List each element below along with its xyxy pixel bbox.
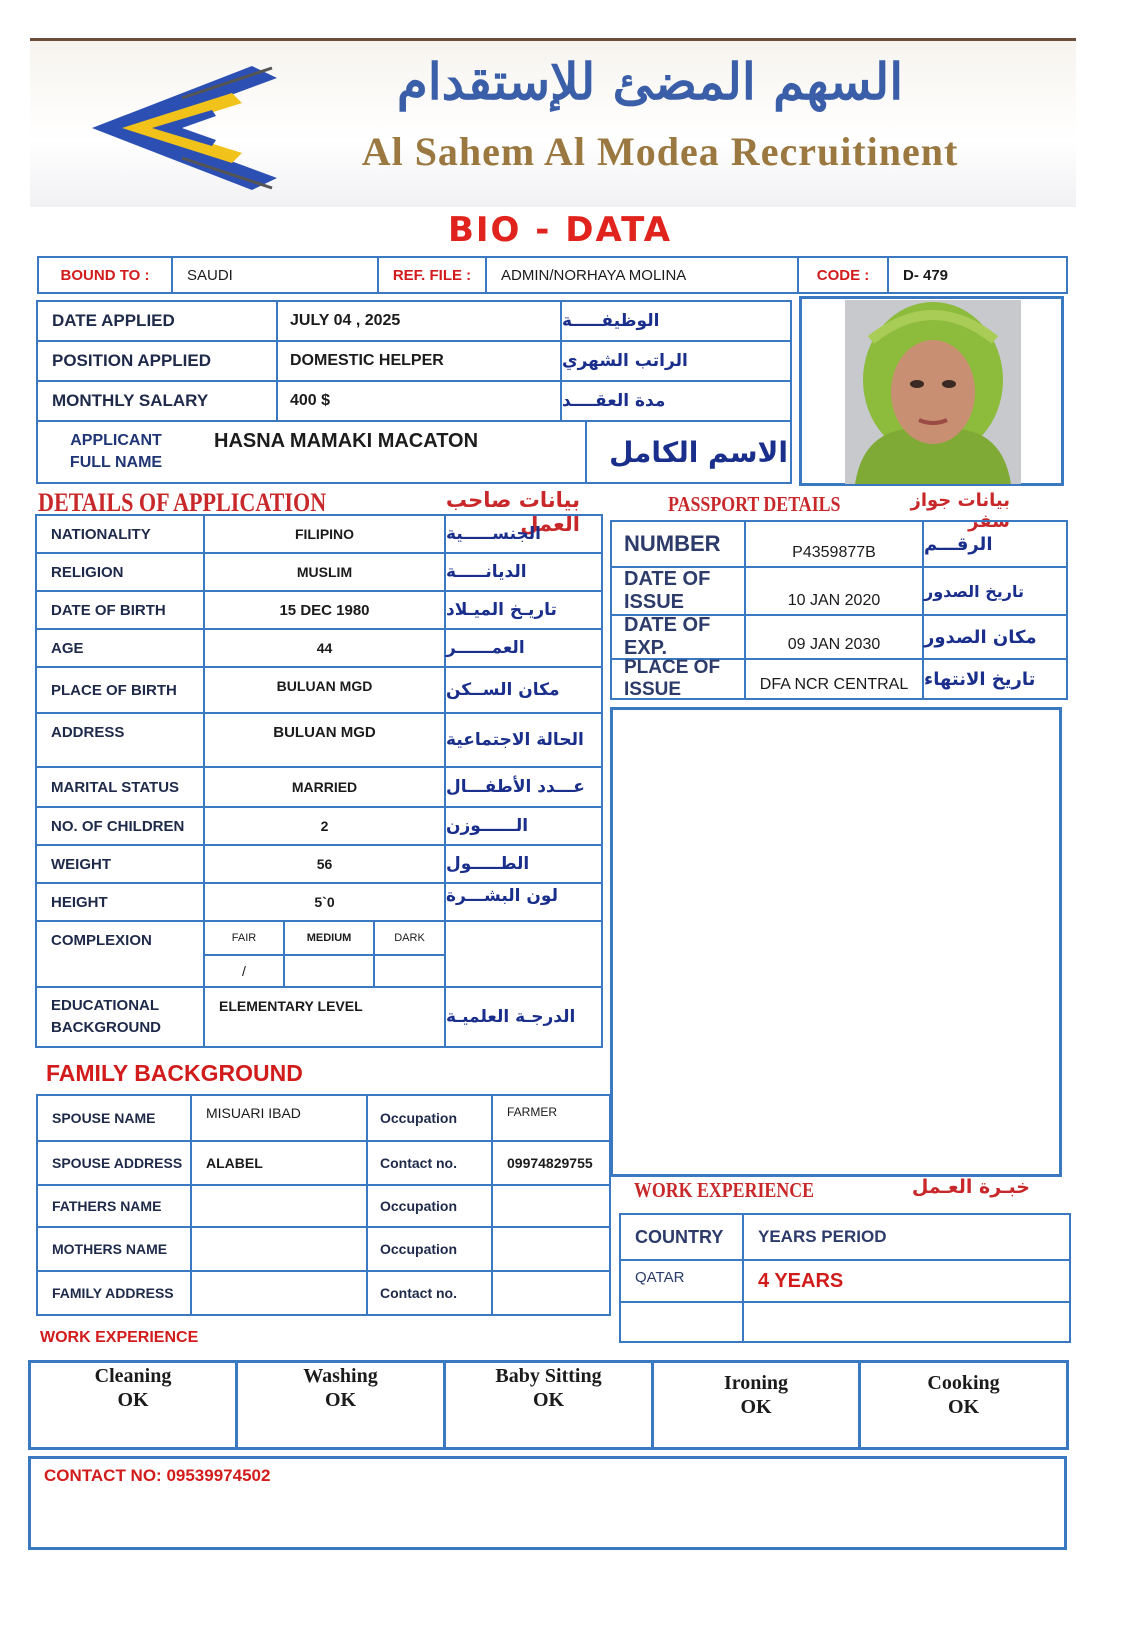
passport-number-label: NUMBER (610, 520, 746, 568)
spouse-contact-label: Contact no. (366, 1140, 493, 1186)
spouse-name-value: MISUARI IBAD (190, 1094, 368, 1142)
passport-issue-date-value: 10 JAN 2020 (744, 566, 924, 616)
passport-expiry-arabic: مكان الصدور (922, 614, 1068, 660)
monthly-salary-value: 400 $ (276, 380, 562, 422)
country-header: COUNTRY (619, 1213, 744, 1261)
passport-number-arabic: الرقـــم (922, 520, 1068, 568)
education-arabic: الدرجـة العلميـة (444, 986, 603, 1048)
position-applied-value: DOMESTIC HELPER (276, 340, 562, 382)
code-value: D- 479 (887, 256, 1068, 294)
weight-value: 56 (203, 844, 446, 884)
children-label: NO. OF CHILDREN (35, 806, 205, 846)
passport-place-value: DFA NCR CENTRAL (744, 658, 924, 700)
work-experience-title-arabic: خبـرة العـمل (911, 1176, 1030, 1198)
work-experience-title: WORK EXPERIENCE (634, 1178, 815, 1202)
marital-status-arabic: عـــدد الأطفـــال (444, 766, 603, 808)
place-of-birth-value: BULUAN MGD (203, 666, 446, 714)
details-title-arabic: بيانات صاحب العمل (445, 488, 580, 536)
height-label: HEIGHT (35, 882, 205, 922)
document-title: BIO - DATA (447, 210, 673, 250)
passport-place-arabic: تاريخ الانتهاء (922, 658, 1068, 700)
nationality-label: NATIONALITY (35, 514, 205, 554)
place-of-birth-arabic: مكان الســكن (444, 666, 603, 714)
marital-status-label: MARITAL STATUS (35, 766, 205, 808)
fullname-arabic: الاسم الكامل (609, 436, 788, 469)
family-address-value (190, 1270, 368, 1316)
family-title: FAMILY BACKGROUND (46, 1060, 303, 1086)
passport-expiry-value: 09 JAN 2030 (744, 614, 924, 660)
skill-baby-sitting-name: Baby Sitting (495, 1365, 602, 1387)
skill-washing-name: Washing (303, 1365, 378, 1387)
spouse-name-label: SPOUSE NAME (36, 1094, 192, 1142)
age-arabic: العمــــــر (444, 628, 603, 668)
family-address-label: FAMILY ADDRESS (36, 1270, 192, 1316)
skill-baby-sitting-status: OK (532, 1389, 565, 1411)
fullname-value: HASNA MAMAKI MACATON (214, 430, 479, 452)
marital-status-value: MARRIED (203, 766, 446, 808)
skills-title: WORK EXPERIENCE (40, 1329, 199, 1346)
company-name-arabic: السهم المضئ للإستقدام (396, 52, 904, 111)
skill-cooking-status: OK (947, 1396, 980, 1418)
complexion-fair: FAIR (203, 920, 285, 956)
fullname-divider (585, 420, 587, 484)
applicant-photo (845, 300, 1021, 484)
nationality-value: FILIPINO (203, 514, 446, 554)
skill-baby-sitting (446, 1364, 651, 1412)
ref-file-label: REF. FILE : (377, 256, 487, 294)
address-arabic: الحالة الاجتماعية (444, 712, 603, 768)
passport-title-arabic: بيانات جواز سفر (910, 490, 1010, 532)
family-contact-label: Contact no. (366, 1270, 493, 1316)
full-body-photo-frame (610, 707, 1062, 1177)
skill-cooking (861, 1371, 1066, 1419)
monthly-salary-arabic: مدة العقــــد (560, 380, 792, 422)
spouse-contact-value: 09974829755 (491, 1140, 611, 1186)
fathers-occupation-value (491, 1184, 611, 1228)
fathers-name-label: FATHERS NAME (36, 1184, 192, 1228)
complexion-label: COMPLEXION (35, 920, 205, 988)
age-value: 44 (203, 628, 446, 668)
details-title: DETAILS OF APPLICATION (38, 488, 327, 517)
complexion-dark-mark (373, 954, 446, 988)
company-name-english: Al Sahem Al Modea Recruitinent (361, 129, 959, 174)
monthly-salary-label: MONTHLY SALARY (36, 380, 278, 422)
age-label: AGE (35, 628, 205, 668)
company-logo-arrow-icon (82, 58, 292, 198)
work-country-empty (619, 1301, 744, 1343)
work-period-empty (742, 1301, 1071, 1343)
passport-issue-date-label: DATE OF ISSUE (610, 566, 746, 616)
mothers-occupation-value (491, 1226, 611, 1272)
position-applied-label: POSITION APPLIED (36, 340, 278, 382)
education-label: EDUCATIONAL BACKGROUND (35, 986, 205, 1048)
bound-to-label: BOUND TO : (37, 256, 173, 294)
date-applied-label: DATE APPLIED (36, 300, 278, 342)
mothers-occupation-label: Occupation (366, 1226, 493, 1272)
passport-expiry-label: DATE OF EXP. (610, 614, 746, 660)
skill-ironing-status: OK (740, 1396, 772, 1418)
work-country-cell: QATAR (619, 1259, 744, 1303)
passport-number-value: P4359877B (744, 520, 924, 568)
skill-cleaning-name: Cleaning (94, 1365, 172, 1387)
spouse-occupation-value: FARMER (491, 1094, 611, 1142)
passport-place-label: PLACE OF ISSUE (610, 658, 746, 700)
skill-washing-status: OK (324, 1389, 357, 1411)
passport-title: PASSPORT DETAILS (668, 492, 841, 516)
skill-cleaning-status: OK (117, 1389, 149, 1411)
spouse-address-label: SPOUSE ADDRESS (36, 1140, 192, 1186)
children-arabic: الــــــوزن (444, 806, 603, 846)
ref-file-value: ADMIN/NORHAYA MOLINA (485, 256, 799, 294)
date-of-birth-value: 15 DEC 1980 (203, 590, 446, 630)
date-of-birth-arabic: تاريـخ الميـلاد (444, 590, 603, 630)
family-contact-value (491, 1270, 611, 1316)
religion-value: MUSLIM (203, 552, 446, 592)
skill-washing (238, 1364, 443, 1412)
date-applied-value: JULY 04 , 2025 (276, 300, 562, 342)
spouse-occupation-label: Occupation (366, 1094, 493, 1142)
complexion-medium: MEDIUM (283, 920, 375, 956)
spouse-address-value: ALABEL (190, 1140, 368, 1186)
position-applied-arabic: الراتب الشهري (560, 340, 792, 382)
complexion-fair-mark: / (203, 954, 285, 988)
place-of-birth-label: PLACE OF BIRTH (35, 666, 205, 714)
passport-issue-date-arabic: تاريخ الصدور (922, 566, 1068, 616)
weight-arabic: الطـــــول (444, 844, 603, 884)
fullname-label: APPLICANT FULL NAME (69, 432, 163, 471)
fathers-occupation-label: Occupation (366, 1184, 493, 1228)
skill-cooking-name: Cooking (927, 1372, 1000, 1394)
skill-cleaning (31, 1364, 235, 1412)
religion-label: RELIGION (35, 552, 205, 592)
complexion-arabic-cell (444, 920, 603, 988)
years-period-header: YEARS PERIOD (742, 1213, 1071, 1261)
fathers-name-value (190, 1184, 368, 1228)
date-applied-arabic: الوظيفـــــة (560, 300, 792, 342)
mothers-name-value (190, 1226, 368, 1272)
nationality-arabic: الجنســـــية (444, 514, 603, 554)
address-label: ADDRESS (35, 712, 205, 768)
skill-ironing-name: Ironing (723, 1372, 789, 1394)
height-value: 5`0 (203, 882, 446, 922)
complexion-medium-mark (283, 954, 375, 988)
children-value: 2 (203, 806, 446, 846)
code-label: CODE : (797, 256, 889, 294)
skill-ironing (654, 1371, 858, 1419)
contact-number: CONTACT NO: 09539974502 (44, 1466, 271, 1485)
work-period-cell: 4 YEARS (742, 1259, 1071, 1303)
height-arabic: لون البشـــرة (444, 882, 603, 922)
religion-arabic: الديانـــــة (444, 552, 603, 592)
address-value: BULUAN MGD (203, 712, 446, 768)
bound-to-value: SAUDI (171, 256, 379, 294)
mothers-name-label: MOTHERS NAME (36, 1226, 192, 1272)
weight-label: WEIGHT (35, 844, 205, 884)
education-value: ELEMENTARY LEVEL (203, 986, 446, 1048)
complexion-dark: DARK (373, 920, 446, 956)
date-of-birth-label: DATE OF BIRTH (35, 590, 205, 630)
